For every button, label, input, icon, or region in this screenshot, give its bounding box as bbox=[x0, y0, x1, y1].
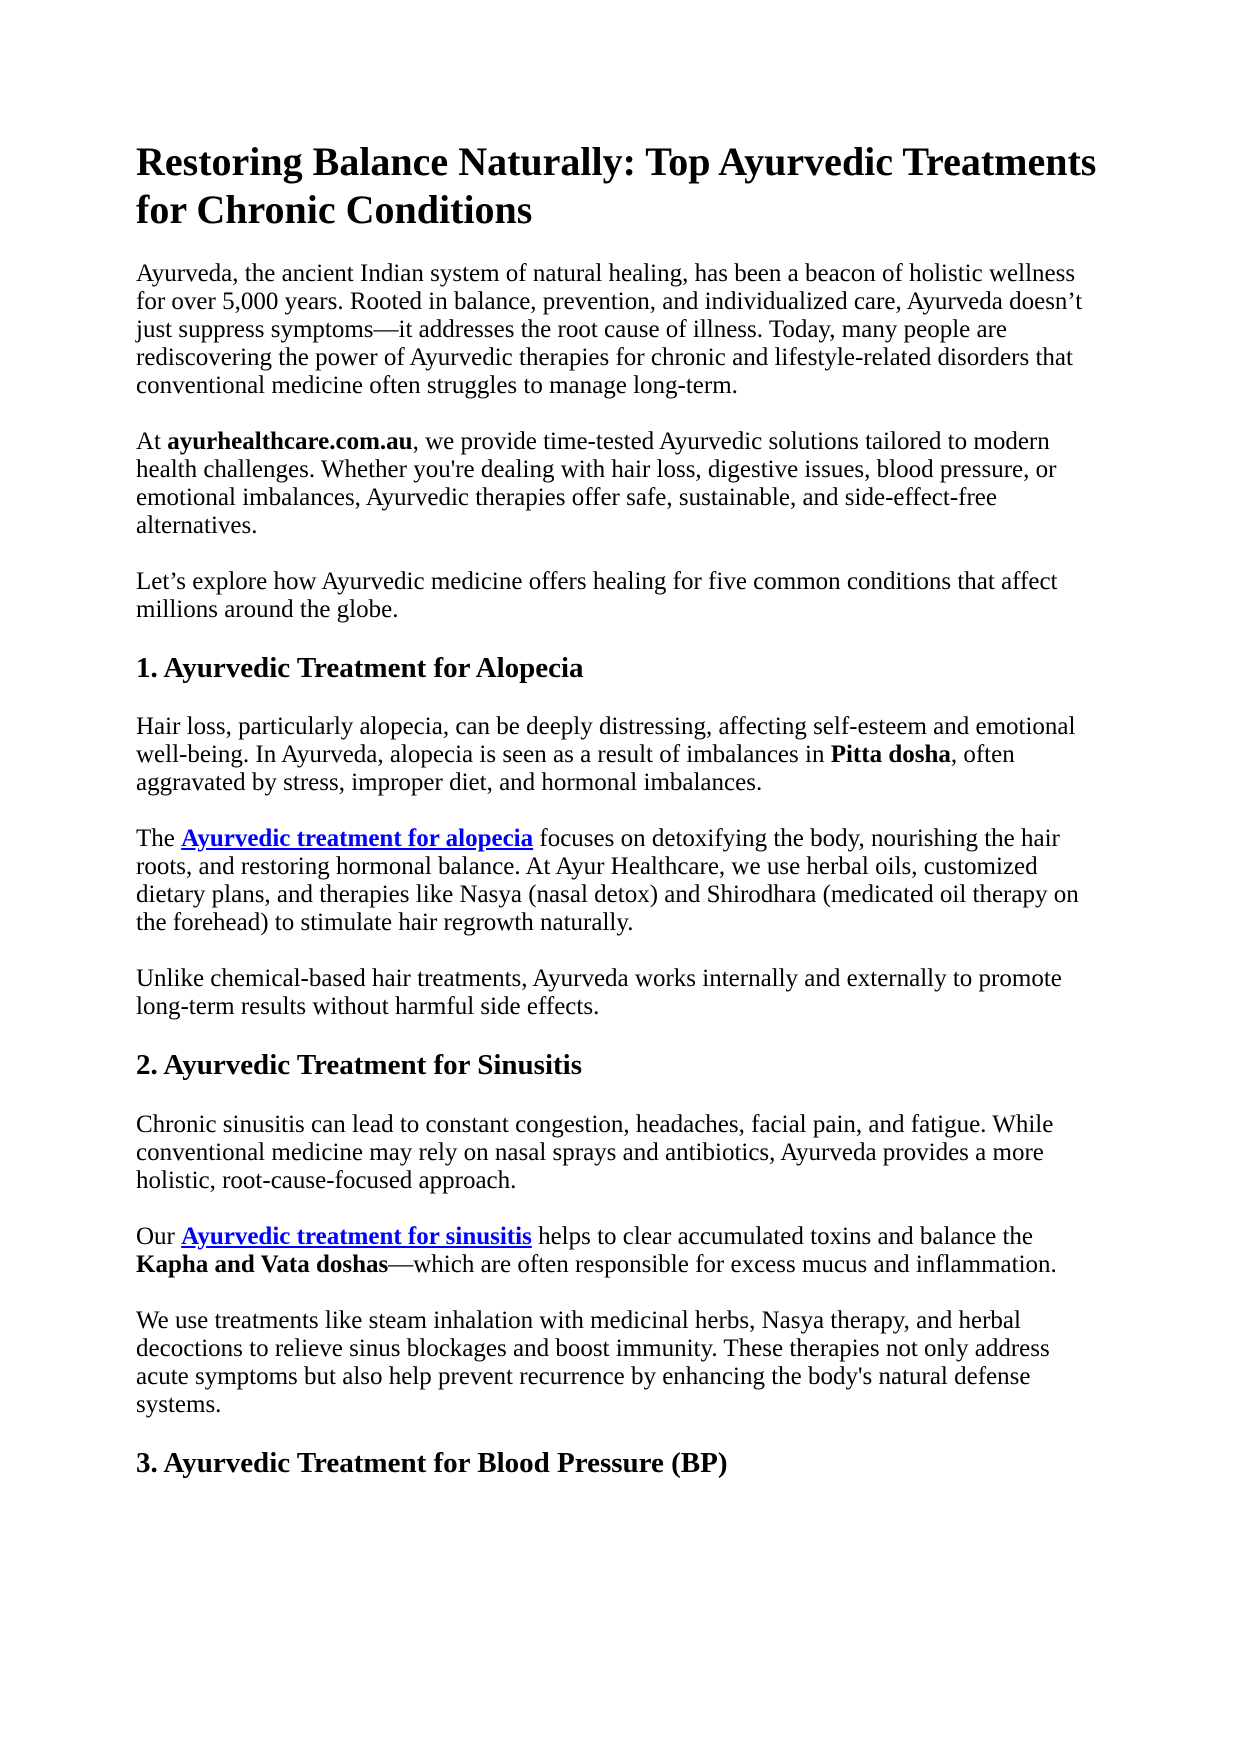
section-heading: 1. Ayurvedic Treatment for Alopecia bbox=[136, 652, 584, 684]
ayurvedic-treatment-for-sinusitis-link[interactable]: Ayurvedic treatment for sinusitis bbox=[181, 1222, 532, 1250]
text-run: helps to clear accumulated toxins and balance the bbox=[531, 1222, 1033, 1250]
text-run: —which are often responsible for excess mucus and inflammation. bbox=[388, 1250, 1057, 1278]
paragraph bbox=[136, 260, 1105, 400]
text-run: , we provide time-tested Ayurvedic solutions tailored to modern health challenges. Whether you're dealing with hair loss, digestive issues, blood pressure, or emotional imbalances, Ayurvedic therapies offer safe, sustainable, and side-effect-free alternatives. bbox=[136, 428, 1057, 539]
paragraph bbox=[136, 825, 1105, 937]
text-run: , often aggravated by stress, improper diet, and hormonal imbalances. bbox=[136, 741, 1015, 797]
text-run: Ayurveda, the ancient Indian system of natural healing, has been a beacon of holistic wellness for over 5,000 years. Rooted in balance, prevention, and individualized care, Ayurveda doesn’t just suppress symptoms—it addresses the root cause of illness. Today, many people are rediscovering the power of Ayurvedic therapies for chronic and lifestyle-related disorders that conventional medicine often struggles to manage long-term. bbox=[136, 260, 1083, 399]
text-run: The bbox=[136, 825, 182, 853]
text-run: Our bbox=[136, 1222, 182, 1250]
paragraph bbox=[136, 428, 1105, 540]
paragraph bbox=[136, 1223, 1105, 1279]
ayurvedic-treatment-for-alopecia-link[interactable]: Ayurvedic treatment for alopecia bbox=[181, 825, 534, 853]
document-content bbox=[136, 138, 1105, 1480]
text-run: We use treatments like steam inhalation with medicinal herbs, Nasya therapy, and herbal decoctions to relieve sinus blockages and boost immunity. These therapies not only address acute symptoms but also help prevent recurrence by enhancing the body's natural defense systems. bbox=[136, 1306, 1050, 1418]
paragraph bbox=[136, 965, 1105, 1021]
bold-text: Kapha and Vata doshas bbox=[136, 1250, 389, 1278]
section-heading: 3. Ayurvedic Treatment for Blood Pressure (BP) bbox=[136, 1446, 728, 1479]
bold-text: ayurhealthcare.com.au bbox=[167, 428, 413, 455]
bold-text: Pitta dosha bbox=[830, 741, 951, 769]
text-run: Unlike chemical-based hair treatments, Ayurveda works internally and externally to promote long-term results without harmful side effects. bbox=[136, 965, 1062, 1021]
paragraph bbox=[136, 1111, 1105, 1195]
text-run: At bbox=[136, 428, 168, 455]
text-run: Hair loss, particularly alopecia, can be deeply distressing, affecting self-esteem and emotional well-being. In Ayurveda, alopecia is seen as a result of imbalances in bbox=[136, 713, 1076, 769]
document-title: Restoring Balance Naturally: Top Ayurvedic Treatments for Chronic Conditions bbox=[136, 139, 1097, 232]
text-run: focuses on detoxifying the body, nourishing the hair roots, and restoring hormonal balance. At Ayur Healthcare, we use herbal oils, customized dietary plans, and therapies like Nasya (nasal detox) and Shirodhara (medicated oil therapy on the forehead) to stimulate hair regrowth naturally. bbox=[136, 825, 1079, 937]
paragraph bbox=[136, 1307, 1105, 1419]
section-heading: 2. Ayurvedic Treatment for Sinusitis bbox=[136, 1049, 583, 1082]
text-run: Let’s explore how Ayurvedic medicine offers healing for five common conditions that affect millions around the globe. bbox=[136, 568, 1058, 623]
paragraph bbox=[136, 568, 1105, 624]
paragraph bbox=[136, 713, 1105, 797]
text-run: Chronic sinusitis can lead to constant congestion, headaches, facial pain, and fatigue. While conventional medicine may rely on nasal sprays and antibiotics, Ayurveda provides a more holistic, root-cause-focused approach. bbox=[136, 1110, 1054, 1194]
